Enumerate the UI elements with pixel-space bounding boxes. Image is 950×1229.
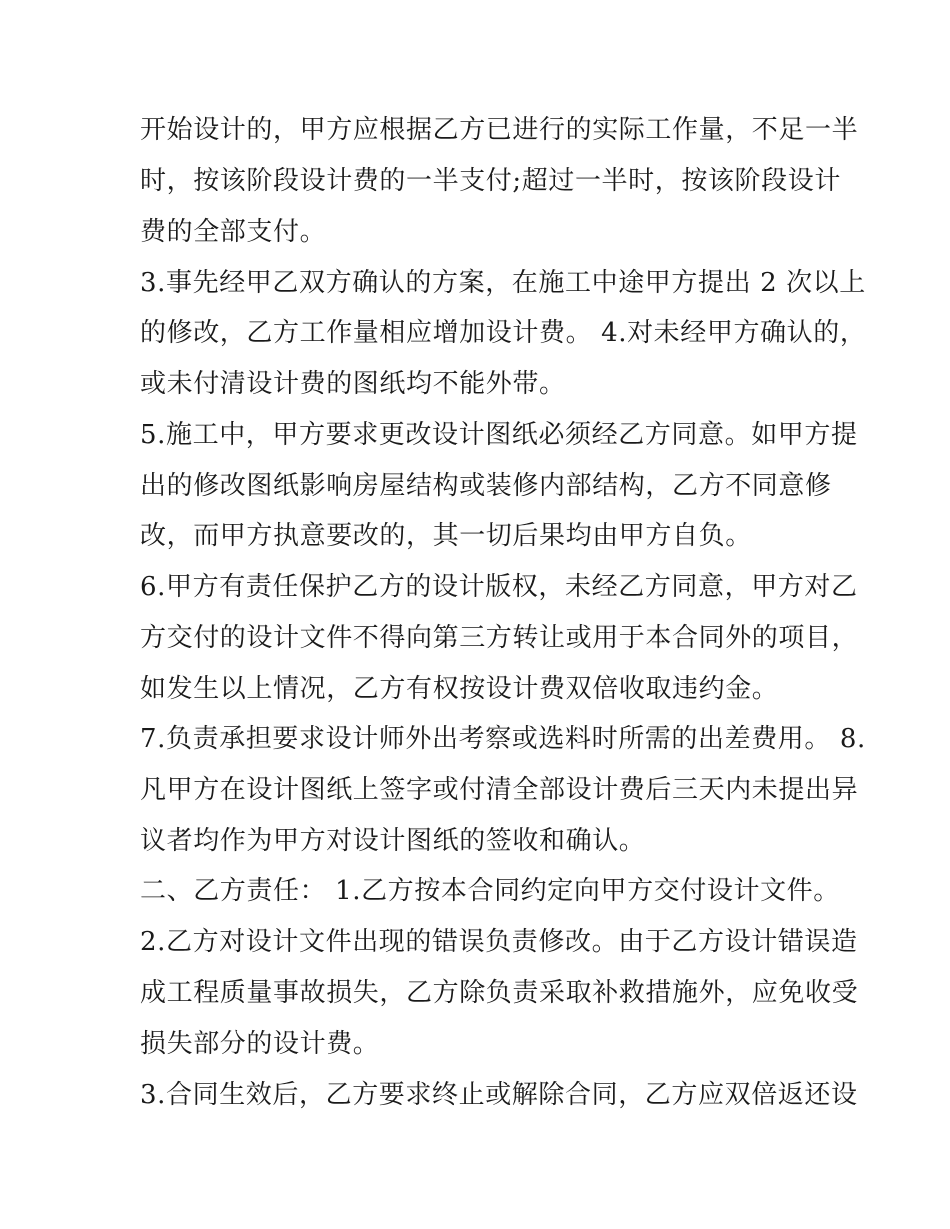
text-line: 开始设计的，甲方应根据乙方已进行的实际工作量，不足一半: [140, 115, 859, 145]
text-line: 的修改，乙方工作量相应增加设计费。 4.对未经甲方确认的，: [140, 318, 867, 348]
text-line: 3.合同生效后，乙方要求终止或解除合同，乙方应双倍返还设: [140, 1080, 858, 1110]
text-line: 如发生以上情况，乙方有权按设计费双倍收取违约金。: [140, 674, 779, 704]
text-line: 6.甲方有责任保护乙方的设计版权，未经乙方同意，甲方对乙: [140, 572, 858, 602]
text-line: 时，按该阶段设计费的一半支付;超过一半时，按该阶段设计: [140, 166, 841, 196]
text-line: 5.施工中，甲方要求更改设计图纸必须经乙方同意。如甲方提: [140, 420, 858, 450]
text-line: 或未付清设计费的图纸均不能外带。: [140, 369, 566, 399]
text-line: 议者均作为甲方对设计图纸的签收和确认。: [140, 826, 646, 856]
text-line: 改，而甲方执意要改的，其一切后果均由甲方自负。: [140, 521, 752, 551]
text-line: 出的修改图纸影响房屋结构或装修内部结构，乙方不同意修: [140, 471, 832, 501]
text-line: 成工程质量事故损失，乙方除负责采取补救措施外，应免收受: [140, 978, 859, 1008]
text-line: 7.负责承担要求设计师外出考察或选料时所需的出差费用。 8.: [140, 724, 866, 754]
text-line: 费的全部支付。: [140, 217, 327, 247]
text-line: 二、乙方责任： 1.乙方按本合同约定向甲方交付设计文件。: [140, 876, 840, 906]
text-line: 凡甲方在设计图纸上签字或付清全部设计费后三天内未提出异: [140, 775, 859, 805]
text-line: 损失部分的设计费。: [140, 1029, 380, 1059]
text-line: 方交付的设计文件不得向第三方转让或用于本合同外的项目，: [140, 623, 859, 653]
text-line: 2.乙方对设计文件出现的错误负责修改。由于乙方设计错误造: [140, 927, 858, 957]
text-line: 3.事先经甲乙双方确认的方案，在施工中途甲方提出 2 次以上: [140, 268, 866, 298]
